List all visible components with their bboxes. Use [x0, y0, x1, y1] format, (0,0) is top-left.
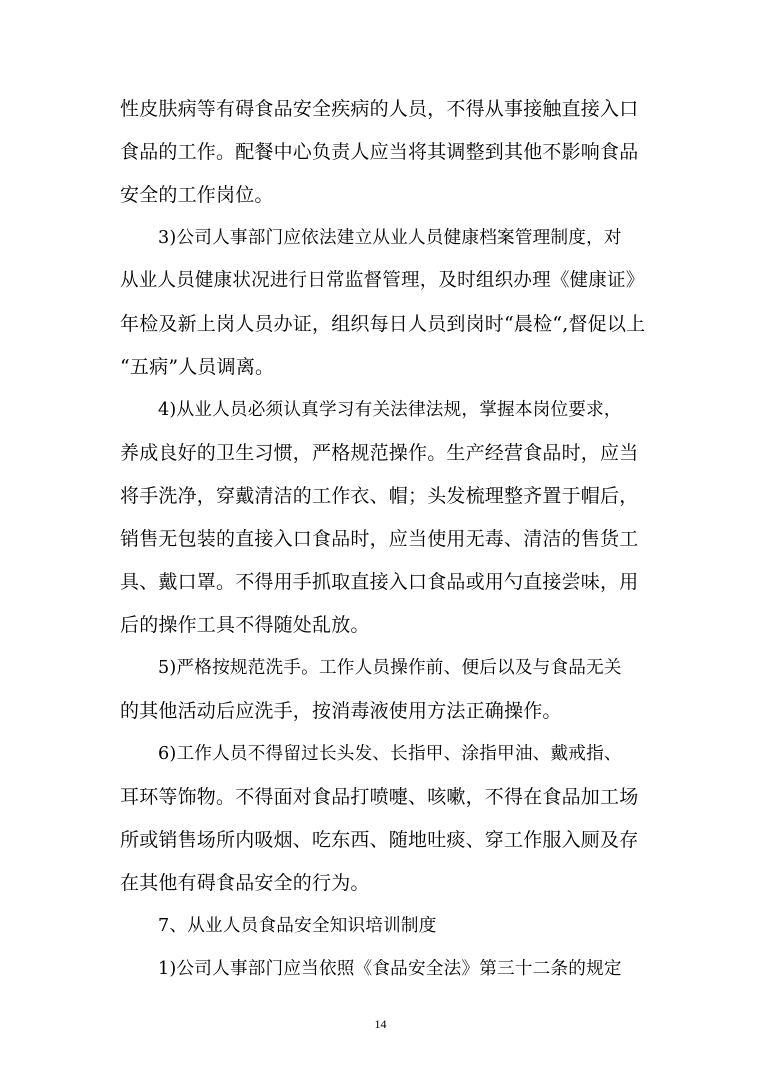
text-line: 性皮肤病等有碍食品安全疾病的人员，不得从事接触直接入口: [120, 98, 639, 120]
paragraph-start: 1)公司人事部门应当依照《食品安全法》第三十二条的规定: [158, 959, 622, 979]
text-line: 具、戴口罩。不得用手抓取直接入口食品或用勺直接尝味，用: [120, 571, 639, 593]
paragraph-start: 6)工作人员不得留过长头发、长指甲、涂指甲油、戴戒指、: [158, 744, 622, 764]
text-line: 耳环等饰物。不得面对食品打喷嚏、咳嗽，不得在食品加工场: [120, 786, 639, 808]
text-line: 后的操作工具不得随处乱放。: [120, 614, 370, 636]
text-line: 养成良好的卫生习惯，严格规范操作。生产经营食品时，应当: [120, 442, 639, 464]
text-line: 所或销售场所内吸烟、吃东西、随地吐痰、穿工作服入厕及存: [120, 829, 639, 851]
text-line: 将手洗净，穿戴清洁的工作衣、帽；头发梳理整齐置于帽后，: [120, 485, 639, 507]
paragraph-start: 5)严格按规范洗手。工作人员操作前、便后以及与食品无关: [158, 658, 622, 678]
text-line: 安全的工作岗位。: [120, 184, 274, 206]
section-heading: 7、从业人员食品安全知识培训制度: [158, 916, 437, 936]
text-line: 销售无包装的直接入口食品时，应当使用无毒、清洁的售货工: [120, 528, 639, 550]
text-line: 从业人员健康状况进行日常监督管理，及时组织办理《健康证》: [120, 270, 645, 291]
paragraph-start: 3)公司人事部门应依法建立从业人员健康档案管理制度，对: [158, 228, 622, 248]
text-line: 食品的工作。配餐中心负责人应当将其调整到其他不影响食品: [120, 141, 639, 163]
page-number: 14: [374, 1017, 387, 1031]
text-line: 在其他有碍食品安全的行为。: [120, 872, 370, 894]
text-line: 的其他活动后应洗手，按消毒液使用方法正确操作。: [120, 700, 562, 722]
paragraph-start: 4)从业人员必须认真学习有关法律法规，掌握本岗位要求，: [158, 400, 622, 420]
text-line: “五病”人员调离。: [120, 356, 275, 378]
text-line: 年检及新上岗人员办证，组织每日人员到岗时“晨检“,督促以上: [120, 313, 646, 335]
